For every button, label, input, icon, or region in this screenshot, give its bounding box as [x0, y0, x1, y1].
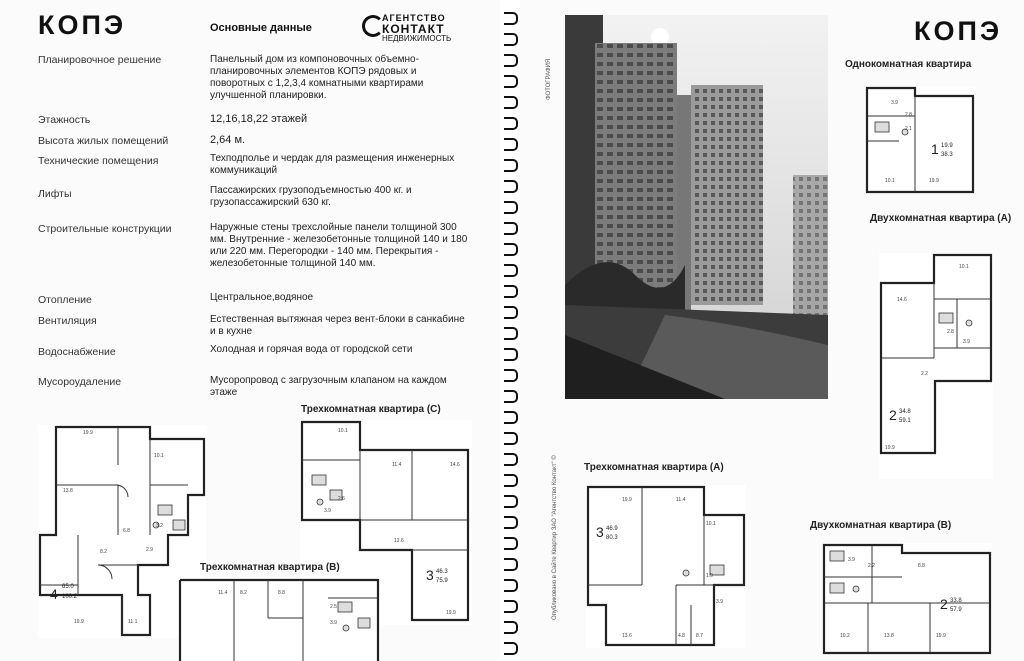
apartment-area-living: 75.9 [436, 578, 448, 584]
apartment-rooms: 2 [889, 407, 897, 423]
apartment-rooms: 3 [426, 567, 434, 583]
room-area: 2.2 [868, 563, 875, 569]
binding-ring [504, 642, 518, 655]
plan-title: Трехкомнатная квартира (А) [584, 462, 724, 473]
room-area: 19.9 [74, 619, 84, 625]
apartment-area-living: 59.1 [899, 418, 911, 424]
binding-ring [504, 600, 518, 613]
room-area: 10.1 [706, 521, 716, 527]
room-area: 19.9 [622, 497, 632, 503]
floorplan-three-room-b [178, 578, 380, 661]
binding-ring [504, 390, 518, 403]
apartment-area-total: 46.9 [606, 526, 618, 532]
room-area: 8.8 [918, 563, 925, 569]
binding-ring [504, 75, 518, 88]
room-area: 3.9 [963, 339, 970, 345]
room-area: 12.6 [394, 538, 404, 544]
binding-ring [504, 117, 518, 130]
left-page [0, 0, 500, 661]
spec-label: Планировочное решение [38, 54, 162, 66]
room-area: 13.8 [63, 488, 73, 494]
spec-label: Строительные конструкции [38, 223, 172, 235]
binding-ring [504, 348, 518, 361]
plan-title: Однокомнатная квартира [845, 59, 972, 70]
apartment-area-living: 38.3 [941, 152, 953, 158]
side-copyright: Опубликовано в Сайте Квартир ЗАО "Агентство Контакт" © [552, 455, 558, 620]
room-area: 4.8 [678, 633, 685, 639]
binding-ring [504, 201, 518, 214]
room-area: 10.1 [338, 428, 348, 434]
logo-line3: НЕДВИЖИМОСТЬ [382, 34, 452, 43]
binding-ring [504, 306, 518, 319]
room-area: 3.9 [891, 100, 898, 106]
spec-label: Водоснабжение [38, 346, 116, 358]
room-area: 2.9 [146, 547, 153, 553]
room-area: 10.1 [154, 453, 164, 459]
plan-title: Трехкомнатная квартира (В) [200, 562, 340, 573]
apartment-area-living: 80.3 [606, 535, 618, 541]
binding-ring [504, 33, 518, 46]
room-area: 11.1 [128, 619, 138, 625]
apartment-area-living: 100.2 [62, 594, 78, 600]
agency-logo [362, 13, 470, 43]
binding-ring [504, 159, 518, 172]
spec-value: 12,16,18,22 этажей [210, 113, 308, 125]
brand-title-right: КОПЭ [914, 16, 1003, 46]
plan-title: Двухкомнатная квартира (А) [870, 213, 1012, 224]
spec-value: Холодная и горячая вода от городской сети [210, 344, 413, 355]
floorplan-two-room-b [822, 543, 992, 655]
room-area: 3.9 [848, 557, 855, 563]
binding-ring [504, 12, 518, 25]
binding-ring [504, 138, 518, 151]
specs-header: Основные данные [210, 22, 312, 34]
apartment-area-total: 65.0 [62, 584, 74, 590]
logo-line1: АГЕНТСТВО [382, 13, 446, 23]
room-area: 14.6 [897, 297, 907, 303]
agency-logo-icon [362, 15, 384, 37]
binding-ring [504, 474, 518, 487]
room-area: 11.4 [218, 590, 228, 596]
apartment-area-total: 33.8 [950, 598, 962, 604]
spiral-binding [500, 0, 520, 661]
room-area: 11.4 [676, 497, 686, 503]
room-area: 19.9 [83, 430, 93, 436]
room-area: 3.9 [716, 599, 723, 605]
floorplan-one-room [865, 86, 975, 194]
spec-value: Наружные стены трехслойные панели толщиной 300 мм. Внутренние - железобетонные толщиной 140 и 180 или 220 мм. Перегородки - 140 мм. Перекрытия - железобетонные толщиной 140 мм. [210, 222, 468, 269]
apartment-area-total: 46.3 [436, 569, 448, 575]
photo-credit: ФОТОГРАФИЯ [546, 58, 552, 100]
binding-ring [504, 264, 518, 277]
binding-ring [504, 579, 518, 592]
apartment-area-total: 34.8 [899, 409, 911, 415]
room-area: 13.6 [622, 633, 632, 639]
plan-title: Трехкомнатная квартира (С) [301, 404, 441, 415]
spec-value: Техподполье и чердак для размещения инженерных коммуникаций [210, 153, 455, 176]
room-area: 10.1 [885, 178, 895, 184]
binding-ring [504, 411, 518, 424]
room-area: 3.9 [330, 620, 337, 626]
room-area: 2.1 [905, 126, 912, 132]
room-area: 1.9 [706, 573, 713, 579]
apartment-rooms: 2 [940, 596, 948, 612]
room-area: 10.1 [959, 264, 969, 270]
spec-label: Технические помещения [38, 155, 159, 167]
room-area: 10.2 [840, 633, 850, 639]
binding-ring [504, 558, 518, 571]
spec-value: Естественная вытяжная через вент-блоки в санкабине и в кухне [210, 314, 465, 337]
room-area: 11.4 [392, 462, 402, 468]
room-area: 2.6 [338, 496, 345, 502]
floorplan-three-room-a [586, 485, 746, 648]
room-area: 14.6 [450, 462, 460, 468]
room-area: 8.2 [240, 590, 247, 596]
room-area: 2.2 [921, 371, 928, 377]
brand-title-left: КОПЭ [38, 10, 127, 40]
binding-ring [504, 621, 518, 634]
apartment-area-living: 57.9 [950, 607, 962, 613]
binding-ring [504, 369, 518, 382]
room-area: 8.8 [278, 590, 285, 596]
room-area: 2.5 [330, 604, 337, 610]
building-photo [565, 15, 828, 399]
spec-label: Лифты [38, 188, 72, 200]
binding-ring [504, 180, 518, 193]
binding-ring [504, 495, 518, 508]
spec-label: Мусороудаление [38, 376, 122, 388]
room-area: 2.8 [905, 112, 912, 118]
binding-ring [504, 222, 518, 235]
plan-title: Двухкомнатная квартира (В) [810, 520, 952, 531]
room-area: 3.9 [324, 508, 331, 514]
spec-label: Вентиляция [38, 315, 97, 327]
room-area: 8.2 [100, 549, 107, 555]
spec-value: Панельный дом из компоновочных объемно-планировочных элементов КОПЭ рядовых и поворотных с 1,2,3,4 комнатными квартирами улучшенной планировки. [210, 54, 424, 101]
binding-ring [504, 243, 518, 256]
spec-value: Мусоропровод с загрузочным клапаном на каждом этаже [210, 375, 447, 398]
apartment-area-total: 19.9 [941, 143, 953, 149]
spec-value: Центральное,водяное [210, 292, 314, 303]
room-area: 19.9 [885, 445, 895, 451]
spec-label: Этажность [38, 114, 91, 126]
binding-ring [504, 54, 518, 67]
spec-label: Высота жилых помещений [38, 135, 169, 147]
apartment-rooms: 4 [50, 586, 58, 602]
room-area: 13.8 [884, 633, 894, 639]
binding-ring [504, 432, 518, 445]
logo-line2: КОНТАКТ [382, 22, 445, 36]
spec-label: Отопление [38, 294, 92, 306]
binding-ring [504, 537, 518, 550]
apartment-rooms: 1 [931, 141, 939, 157]
room-area: 8.7 [696, 633, 703, 639]
room-area: 19.9 [929, 178, 939, 184]
floorplan-two-room-a [879, 253, 993, 479]
room-area: 3.2 [156, 523, 163, 529]
binding-ring [504, 453, 518, 466]
binding-ring [504, 96, 518, 109]
binding-ring [504, 516, 518, 529]
room-area: 19.9 [446, 610, 456, 616]
room-area: 2.8 [947, 329, 954, 335]
room-area: 6.8 [123, 528, 130, 534]
spec-value: 2,64 м. [210, 134, 246, 146]
binding-ring [504, 285, 518, 298]
binding-ring [504, 327, 518, 340]
apartment-rooms: 3 [596, 524, 604, 540]
spec-value: Пассажирских грузоподъемностью 400 кг. и грузопассажирский 630 кг. [210, 185, 412, 208]
room-area: 19.9 [936, 633, 946, 639]
